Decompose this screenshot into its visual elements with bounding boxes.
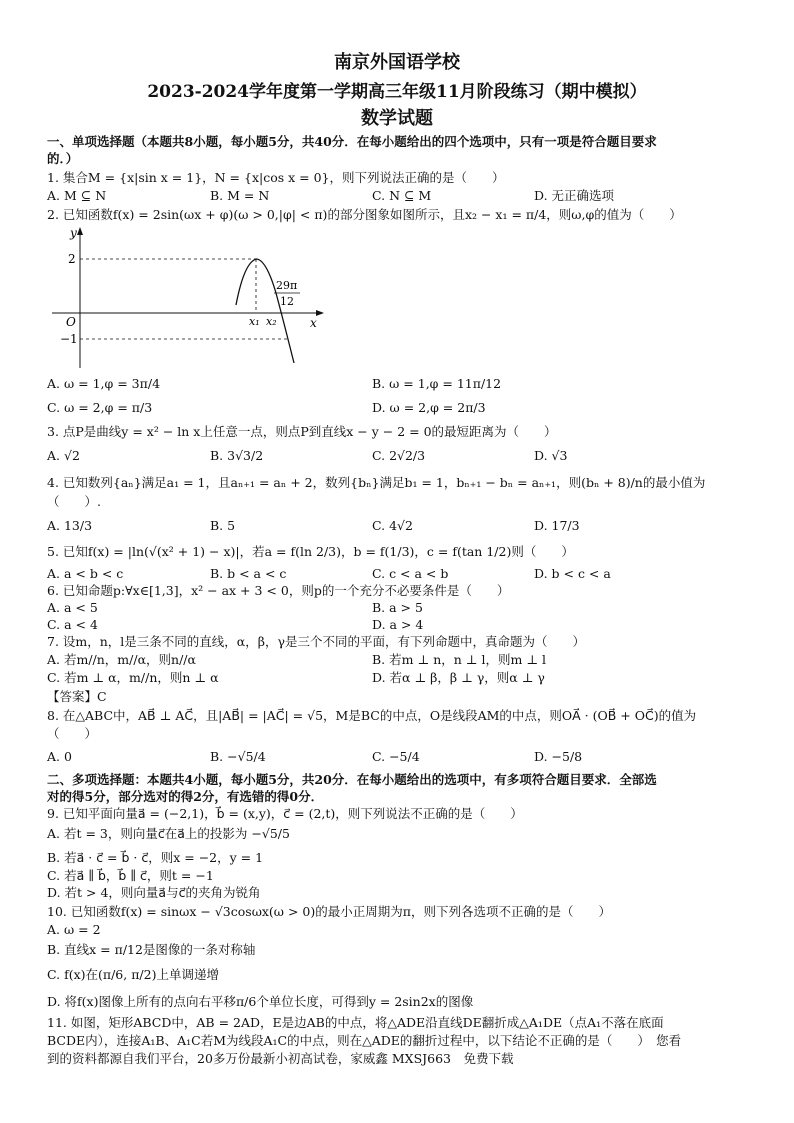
q8-option-c: C. −5/4 — [372, 749, 420, 764]
frac-denominator: 12 — [280, 295, 294, 308]
school-name: 南京外国语学校 — [334, 52, 460, 73]
exam-title: 2023-2024学年度第一学期高三年级11月阶段练习（期中模拟） — [147, 82, 647, 102]
x-axis-arrow — [316, 310, 324, 316]
x1-label: x₁ — [249, 315, 260, 328]
q8-stem: 8. 在△ABC中，AB⃗ ⊥ AC⃗，且|AB⃗| = |AC⃗| = √5，M是BC的中点，O是线段AM的中点，则OA⃗ · (OB⃗ + OC⃗)的值为 — [47, 708, 697, 723]
q10-option-b: B. 直线x = π/12是图像的一条对称轴 — [47, 942, 256, 957]
q6-option-d: D. a > 4 — [372, 617, 424, 632]
q10-option-c: C. f(x)在(π/6, π/2)上单调递增 — [47, 967, 219, 982]
subject-title: 数学试题 — [361, 108, 433, 129]
q3-option-c: C. 2√2/3 — [372, 448, 426, 463]
q9-stem: 9. 已知平面向量a⃗ = (−2,1)，b⃗ = (x,y)，c⃗ = (2,t)，则下列说法不正确的是（ ） — [47, 806, 523, 821]
q1-option-c: C. N ⊆ M — [372, 188, 432, 203]
q5-option-c: C. c < a < b — [372, 566, 449, 581]
y-axis-label: y — [70, 226, 77, 240]
q1-option-d: D. 无正确选项 — [534, 188, 615, 203]
q6-stem: 6. 已知命题p:∀x∈[1,3]，x² − ax + 3 < 0，则p的一个充分不必要条件是（ ） — [47, 583, 510, 598]
q5-option-b: B. b < a < c — [210, 566, 287, 581]
q4-option-a: A. 13/3 — [47, 518, 93, 533]
q11-stem-cont-2: 到的资料都源自我们平台，20多万份最新小初高试卷，家威鑫 MXSJ663 免费下载 — [47, 1051, 514, 1066]
q1-option-a: A. M ⊆ N — [47, 188, 107, 203]
q8-option-a: A. 0 — [47, 749, 72, 764]
q7-option-b: B. 若m ⊥ n，n ⊥ l，则m ⊥ l — [372, 652, 547, 667]
q2-option-b: B. ω = 1,φ = 11π/12 — [372, 376, 502, 391]
q6-option-a: A. a < 5 — [47, 600, 98, 615]
q5-option-a: A. a < b < c — [47, 566, 124, 581]
x-axis-label: x — [310, 316, 317, 330]
y-axis-arrow — [77, 227, 83, 235]
q2-option-d: D. ω = 2,φ = 2π/3 — [372, 400, 486, 415]
q9-option-c: C. 若a⃗ ∥ b⃗，b⃗ ∥ c⃗，则t = −1 — [47, 868, 214, 883]
q4-option-b: B. 5 — [210, 518, 236, 533]
q9-option-a: A. 若t = 3，则向量c⃗在a⃗上的投影为 −√5/5 — [47, 826, 290, 841]
q6-option-c: C. a < 4 — [47, 617, 98, 632]
q8-stem-cont: （ ） — [47, 726, 98, 741]
q9-option-d: D. 若t > 4，则向量a⃗与c⃗的夹角为锐角 — [47, 885, 261, 900]
frac-numerator: 29π — [276, 279, 298, 292]
q3-stem: 3. 点P是曲线y = x² − ln x上任意一点，则点P到直线x − y − 2 = 0的最短距离为（ ） — [47, 424, 557, 439]
x2-label: x₂ — [266, 315, 277, 328]
q5-option-d: D. b < c < a — [534, 566, 611, 581]
q11-stem: 11. 如图，矩形ABCD中，AB = 2AD，E是边AB的中点，将△ADE沿直线DE翻折成△A₁DE（点A₁不落在底面 — [47, 1015, 664, 1030]
q2-function-graph — [44, 223, 334, 373]
q7-option-a: A. 若m//n，m//α，则n//α — [47, 652, 196, 667]
q11-stem-cont: BCDE内），连接A₁B、A₁C若M为线段A₁C的中点，则在△ADE的翻折过程中，以下结论不正确的是（ ） 您看 — [47, 1033, 682, 1048]
q6-option-b: B. a > 5 — [372, 600, 423, 615]
origin-label: O — [66, 315, 76, 329]
q4-option-c: C. 4√2 — [372, 518, 413, 533]
q1-stem: 1. 集合M = {x|sin x = 1}，N = {x|cos x = 0}，则下列说法正确的是（ ） — [47, 170, 505, 185]
q4-option-d: D. 17/3 — [534, 518, 580, 533]
q8-option-d: D. −5/8 — [534, 749, 583, 764]
q4-stem-cont: （ ）. — [47, 494, 101, 509]
q10-option-d: D. 将f(x)图像上所有的点向右平移π/6个单位长度，可得到y = 2sin2x的图像 — [47, 994, 474, 1009]
q3-option-d: D. √3 — [534, 448, 568, 463]
q2-option-a: A. ω = 1,φ = 3π/4 — [47, 376, 161, 391]
q2-stem: 2. 已知函数f(x) = 2sin(ωx + φ)(ω > 0,|φ| < π)的部分图象如图所示，且x₂ − x₁ = π/4，则ω,φ的值为（ ） — [47, 207, 682, 222]
section2-heading: 二、多项选择题：本题共4小题，每小题5分，共20分．在每小题给出的选项中，有多项符合题目要求．全部选 — [47, 772, 657, 787]
q7-option-c: C. 若m ⊥ α，m//n，则n ⊥ α — [47, 670, 219, 685]
y-tick-neg1: −1 — [60, 332, 78, 346]
y-tick-2: 2 — [68, 252, 76, 266]
q7-answer: 【答案】C — [47, 689, 107, 704]
q1-option-b: B. M = N — [210, 188, 270, 203]
sine-curve — [236, 259, 294, 363]
section2-heading-cont: 对的得5分，部分选对的得2分，有选错的得0分． — [47, 789, 324, 804]
q10-option-a: A. ω = 2 — [47, 922, 101, 937]
section1-heading: 一、单项选择题（本题共8小题，每小题5分，共40分．在每小题给出的四个选项中，只有一项是符合题目要求 — [47, 134, 657, 149]
q3-option-a: A. √2 — [47, 448, 80, 463]
q7-option-d: D. 若α ⊥ β，β ⊥ γ，则α ⊥ γ — [372, 670, 545, 685]
q2-option-c: C. ω = 2,φ = π/3 — [47, 400, 153, 415]
section1-heading-cont: 的．） — [47, 151, 79, 166]
q9-option-b: B. 若a⃗ · c⃗ = b⃗ · c⃗，则x = −2，y = 1 — [47, 850, 264, 865]
q10-stem: 10. 已知函数f(x) = sinωx − √3cosωx(ω > 0)的最小正周期为π，则下列各选项不正确的是（ ） — [47, 904, 611, 919]
q7-stem: 7. 设m，n，l是三条不同的直线，α，β，γ是三个不同的平面，有下列命题中，真命题为（ ） — [47, 634, 585, 649]
q5-stem: 5. 已知f(x) = |ln(√(x² + 1) − x)|，若a = f(ln 2/3)，b = f(1/3)，c = f(tan 1/2)则（ ） — [47, 544, 574, 559]
q8-option-b: B. −√5/4 — [210, 749, 266, 764]
q4-stem: 4. 已知数列{aₙ}满足a₁ = 1，且aₙ₊₁ = aₙ + 2，数列{bₙ}满足b₁ = 1，bₙ₊₁ − bₙ = aₙ₊₁，则(bₙ + 8)/n的最小值为 — [47, 475, 706, 490]
q3-option-b: B. 3√3/2 — [210, 448, 264, 463]
